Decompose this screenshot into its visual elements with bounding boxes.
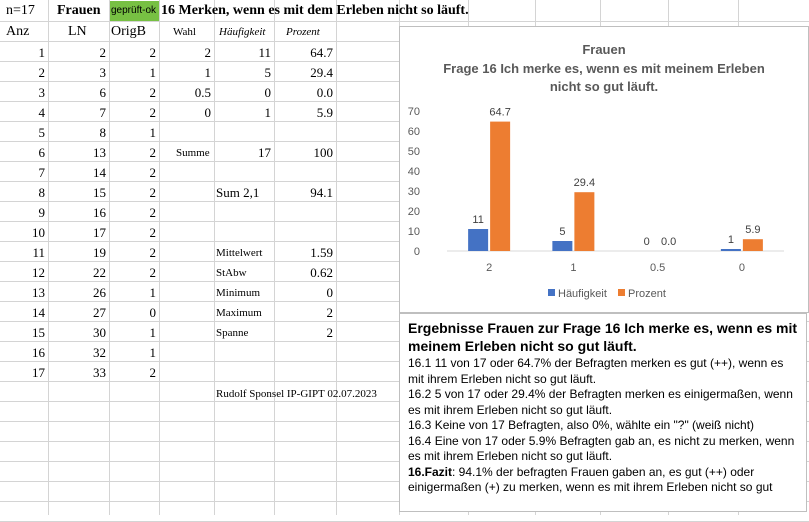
fazit-text: : 94.1% der befragten Frauen gaben an, es gut (++) oder einigermaßen (+) zu merken, wenn es mit ihrem Erleben nicht so gut <box>408 464 773 494</box>
col-header-origb: OrigB <box>111 24 146 39</box>
row-origb: 2 <box>149 185 156 200</box>
chart-panel[interactable] <box>399 26 809 313</box>
row-anz: 8 <box>38 185 45 200</box>
data-label: 64.7 <box>489 106 511 119</box>
stat-label: Mittelwert <box>216 247 263 259</box>
y-tick-label: 40 <box>407 166 420 178</box>
row-origb: 2 <box>149 145 156 160</box>
result-item: 16.3 Keine von 17 Befragten, also 0%, wählte ein "?" (weiß nicht) <box>408 418 755 432</box>
summe-prozent: 100 <box>313 145 333 160</box>
stat-label: Maximum <box>216 307 262 319</box>
row-ln: 8 <box>99 125 106 140</box>
bar-chart <box>400 27 808 312</box>
y-tick-label: 0 <box>413 246 420 258</box>
stat-label: Spanne <box>216 327 249 339</box>
row-ln: 22 <box>93 265 106 280</box>
data-label: 0.0 <box>660 236 677 248</box>
bar-haeufigkeit <box>468 229 488 251</box>
row-ln: 14 <box>93 165 106 180</box>
bar-haeufigkeit <box>552 241 572 251</box>
row-origb: 2 <box>149 365 156 380</box>
data-label: 11 <box>472 214 484 226</box>
row-ln: 19 <box>93 245 106 260</box>
row-origb: 1 <box>149 125 156 140</box>
stat-label: StAbw <box>216 267 247 279</box>
y-tick-label: 30 <box>407 186 420 198</box>
y-tick-label: 60 <box>407 126 420 138</box>
stat-label: Minimum <box>216 287 261 299</box>
y-tick-label: 70 <box>407 106 420 118</box>
freq-haeufigkeit: 1 <box>264 105 271 120</box>
row-anz: 13 <box>32 285 45 300</box>
freq-wahl: 0.5 <box>194 85 211 100</box>
row-ln: 26 <box>93 285 106 300</box>
row-anz: 11 <box>32 245 45 260</box>
row-anz: 7 <box>38 165 45 180</box>
data-label: 29.4 <box>573 177 596 190</box>
freq-wahl: 0 <box>204 105 211 120</box>
row-ln: 6 <box>99 85 106 100</box>
row-origb: 2 <box>149 225 156 240</box>
row-origb: 1 <box>149 65 156 80</box>
y-tick-label: 10 <box>407 226 420 238</box>
row-anz: 4 <box>38 105 45 120</box>
row-origb: 1 <box>149 345 156 360</box>
row-ln: 32 <box>93 345 106 360</box>
row-ln: 17 <box>93 225 106 240</box>
result-item: 16.2 5 von 17 oder 29.4% der Befragten merken es einigermaßen, wenn es mit ihrem Erleben nicht so gut läuft. <box>408 387 793 417</box>
row-ln: 30 <box>93 325 106 340</box>
row-anz: 9 <box>38 205 45 220</box>
row-origb: 2 <box>149 265 156 280</box>
row-anz: 6 <box>38 145 45 160</box>
row-ln: 16 <box>93 205 106 220</box>
x-tick-label: 0.5 <box>649 262 666 274</box>
row-ln: 3 <box>99 65 106 80</box>
col-header-prozent: Prozent <box>286 26 320 38</box>
row-anz: 10 <box>32 225 45 240</box>
row-anz: 16 <box>32 345 45 360</box>
row-ln: 27 <box>93 305 106 320</box>
row-origb: 2 <box>149 205 156 220</box>
x-tick-label: 0 <box>738 262 745 274</box>
row-ln: 33 <box>93 365 106 380</box>
results-panel <box>399 313 807 512</box>
chart-title-line-1: Frauen <box>582 42 626 57</box>
row-anz: 14 <box>32 305 45 320</box>
col-header-wahl: Wahl <box>173 26 196 38</box>
stat-value: 2 <box>326 325 333 340</box>
row-anz: 3 <box>38 85 45 100</box>
row-origb: 1 <box>149 325 156 340</box>
y-tick-label: 20 <box>407 206 420 218</box>
bar-haeufigkeit <box>721 249 741 251</box>
x-tick-label: 2 <box>486 262 493 274</box>
row-origb: 1 <box>149 285 156 300</box>
fazit-label: 16.Fazit <box>408 464 453 479</box>
bar-prozent <box>743 239 763 251</box>
summe-label: Summe <box>176 147 210 159</box>
row-anz: 5 <box>38 125 45 140</box>
result-item: 16.1 11 von 17 oder 64.7% der Befragten merken es gut (++), wenn es mit ihrem Erleben nicht so gut läuft. <box>408 356 784 386</box>
stat-value: 1.59 <box>310 245 333 260</box>
stat-value: 0.62 <box>310 265 333 280</box>
sheet-title: 16 Merken, wenn es mit dem Erleben nicht so läuft. <box>161 3 469 18</box>
legend-label: Häufigkeit <box>558 288 607 300</box>
row-origb: 2 <box>149 105 156 120</box>
status-badge: geprüft-ok <box>111 5 157 16</box>
col-header-ln: LN <box>68 24 87 39</box>
freq-prozent: 64.7 <box>310 45 333 60</box>
row-origb: 2 <box>149 85 156 100</box>
legend-label: Prozent <box>628 288 666 300</box>
stat-value: 2 <box>326 305 333 320</box>
legend-swatch-prozent <box>618 289 625 296</box>
freq-prozent: 5.9 <box>316 105 333 120</box>
x-tick-label: 1 <box>570 262 577 274</box>
row-anz: 15 <box>32 325 45 340</box>
row-anz: 1 <box>38 45 45 60</box>
row-anz: 17 <box>32 365 45 380</box>
row-ln: 2 <box>99 45 106 60</box>
sum21-prozent: 94.1 <box>310 185 333 200</box>
data-label: 0 <box>643 236 650 248</box>
data-label: 5.9 <box>745 224 761 237</box>
data-label: 5 <box>559 226 566 238</box>
results-heading: Ergebnisse Frauen zur Frage 16 Ich merke es, wenn es mit meinem Erleben nicht so gut läuft. <box>408 320 798 354</box>
row-origb: 2 <box>149 45 156 60</box>
summe-haeufigkeit: 17 <box>258 145 271 160</box>
row-ln: 15 <box>93 185 106 200</box>
row-anz: 12 <box>32 265 45 280</box>
y-tick-label: 50 <box>407 146 420 158</box>
freq-prozent: 29.4 <box>310 65 333 80</box>
freq-prozent: 0.0 <box>316 85 333 100</box>
bar-prozent <box>574 192 594 251</box>
freq-haeufigkeit: 0 <box>264 85 271 100</box>
group-label: Frauen <box>57 3 101 18</box>
row-origb: 0 <box>149 305 156 320</box>
data-label: 1 <box>727 234 734 246</box>
row-ln: 13 <box>93 145 106 160</box>
chart-title-line-3: nicht so gut läuft. <box>549 79 659 94</box>
chart-title-line-2: Frage 16 Ich merke es, wenn es mit meinem Erleben <box>443 61 765 76</box>
col-header-anz: Anz <box>6 24 30 39</box>
sum21-label: Sum 2,1 <box>216 185 260 200</box>
freq-haeufigkeit: 5 <box>264 65 271 80</box>
bar-prozent <box>490 122 510 251</box>
col-header-haeufigkeit: Häufigkeit <box>219 26 266 38</box>
row-origb: 2 <box>149 165 156 180</box>
row-ln: 7 <box>99 105 106 120</box>
stat-value: 0 <box>326 285 333 300</box>
n-count: n=17 <box>6 3 35 18</box>
freq-wahl: 2 <box>204 45 211 60</box>
freq-haeufigkeit: 11 <box>258 45 271 60</box>
row-anz: 2 <box>38 65 45 80</box>
legend-swatch-haeufigkeit <box>548 289 555 296</box>
row-origb: 2 <box>149 245 156 260</box>
result-item: 16.4 Eine von 17 oder 5.9% Befragten gab an, es nicht zu merken, wenn es mit ihrem Erleben nicht so gut läuft. <box>408 433 795 463</box>
freq-wahl: 1 <box>204 65 211 80</box>
credit-line: Rudolf Sponsel IP-GIPT 02.07.2023 <box>216 388 377 400</box>
result-fazit <box>408 465 800 496</box>
